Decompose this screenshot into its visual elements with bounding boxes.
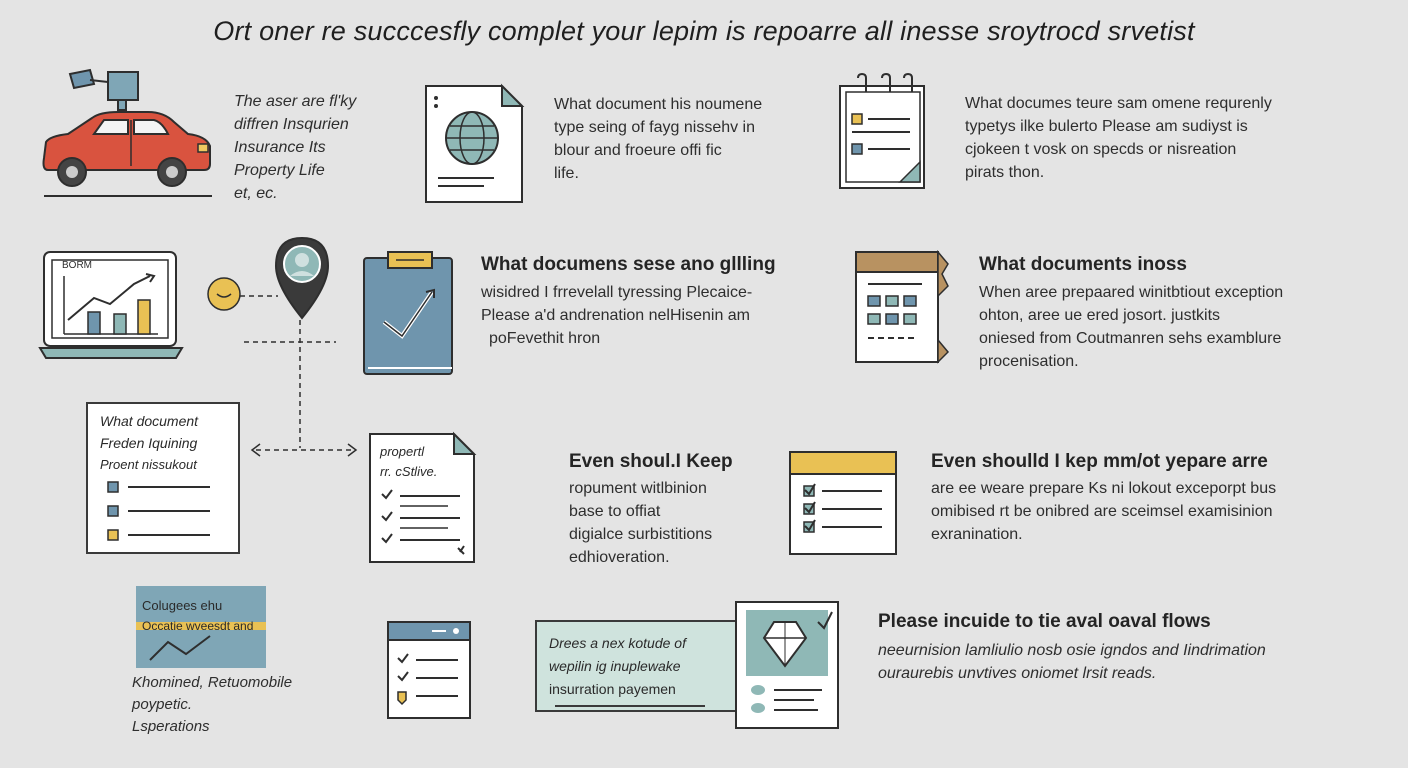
left-card-line: Freden Iquining xyxy=(100,435,198,451)
section7 xyxy=(931,450,1276,546)
browser-checklist-icon xyxy=(386,620,474,722)
section2-line: life. xyxy=(554,165,579,182)
section7-line: are ee weare prepare Ks ni lokout exceporpt bus xyxy=(931,480,1277,497)
section6-line: base to offiat xyxy=(569,503,661,520)
megaphone-icon xyxy=(70,70,138,110)
section6-line: edhioveration. xyxy=(569,549,670,566)
laptop-chart-icon xyxy=(38,250,184,362)
section2-text xyxy=(554,93,762,185)
section8-heading: Please incuide to tie aval oaval flows xyxy=(878,611,1211,632)
section3-line: pirats thon. xyxy=(965,164,1045,181)
diamond-document-icon xyxy=(734,600,842,730)
mid-card-text xyxy=(380,442,437,482)
section5-heading: What documents inoss xyxy=(979,254,1187,275)
section8 xyxy=(878,610,1266,685)
section5-line: procenisation. xyxy=(979,353,1079,370)
section3-line: typetys ilke bulerto Please am sudiyst is xyxy=(965,118,1248,135)
section2-line: type seing of fayg nissehv in xyxy=(554,119,756,136)
section4-line: wisidred I frrevelall tyressing Plecaice- xyxy=(481,284,753,301)
section7-line: omibised rt be onibred are sceimsel examisinion xyxy=(931,503,1273,520)
section2-line: What document his noumene xyxy=(554,96,763,113)
page-title: Ort oner re succcesfly complet your lepim is repoarre all inesse sroytrocd srvetist xyxy=(213,16,1195,46)
section4-line: poFevethit hron xyxy=(489,330,601,347)
payment-card-line: insurration payemen xyxy=(549,681,676,697)
laptop-screen-label: BORM xyxy=(62,260,92,271)
calendar-form-icon xyxy=(852,250,952,366)
section6-heading: Even shoul.I Keep xyxy=(569,451,733,472)
chart-caption-line: Khomined, Retuomobile xyxy=(132,674,293,691)
section5-line: oniesed from Coutmanren sehs examblure xyxy=(979,330,1282,347)
section1-line: The aser are fl'ky xyxy=(234,93,357,110)
section1-line: Insurance Its xyxy=(234,139,326,156)
section5 xyxy=(979,253,1283,373)
notepad-checklist-icon xyxy=(838,74,928,190)
section3-text xyxy=(965,92,1272,184)
section5-line: ohton, aree ue ered josort. justkits xyxy=(979,307,1221,324)
section6-line: digialce surbistitions xyxy=(569,526,713,543)
section8-line: neeurnision lamliulio nosb osie igndos and Iindrimation xyxy=(878,642,1266,659)
section4-line: Please a'd andrenation nelHisenin am xyxy=(481,307,751,324)
section2-line: blour and froeure offi fic xyxy=(554,142,722,159)
clipboard-check-icon xyxy=(362,248,456,376)
left-card-line: What document xyxy=(100,413,199,429)
section1-text xyxy=(234,90,356,205)
payment-card xyxy=(535,620,745,712)
chart-card-line: Occatie wveesdt and xyxy=(142,619,254,633)
section4-heading: What documens sese ano gllling xyxy=(481,254,776,275)
chart-card-caption xyxy=(132,672,292,738)
chart-card-line: Colugees ehu xyxy=(142,598,223,613)
payment-card-line: wepilin ig inuplewake xyxy=(549,658,681,674)
line-chart-card-icon xyxy=(136,586,266,668)
section1-line: Property Life xyxy=(234,162,325,179)
payment-card-line: Drees a nex kotude of xyxy=(549,635,686,651)
section7-line: exranination. xyxy=(931,526,1023,543)
section7-heading: Even shoulld I kep mm/ot yepare arre xyxy=(931,451,1268,472)
section4 xyxy=(481,253,776,350)
checklist-card-icon xyxy=(86,402,240,554)
left-card-line: Proent nissukout xyxy=(100,457,197,472)
section3-line: What documes teure sam omene requrenly xyxy=(965,95,1272,112)
chart-caption-line: Lsperations xyxy=(132,718,210,735)
section5-line: When aree prepaared winitbtiout exception xyxy=(979,284,1284,301)
section3-line: cjokeen t vosk on specds or nisreation xyxy=(965,141,1237,158)
location-pin-icon xyxy=(272,236,332,320)
yellow-header-checklist-icon xyxy=(788,450,900,558)
mid-card-line: propertl xyxy=(380,444,425,459)
globe-document-icon xyxy=(424,84,524,204)
car-icon xyxy=(38,66,218,201)
section1-line: diffren Insqurien xyxy=(234,116,349,133)
mid-card-line: rr. cStlive. xyxy=(380,464,438,479)
chart-caption-line: poypetic. xyxy=(132,696,193,713)
section6-line: ropument witlbinion xyxy=(569,480,707,497)
section1-line: et, ec. xyxy=(234,185,278,202)
section6 xyxy=(569,450,733,569)
section8-line: ouraurebis unvtives oniomet lrsit reads. xyxy=(878,665,1157,682)
